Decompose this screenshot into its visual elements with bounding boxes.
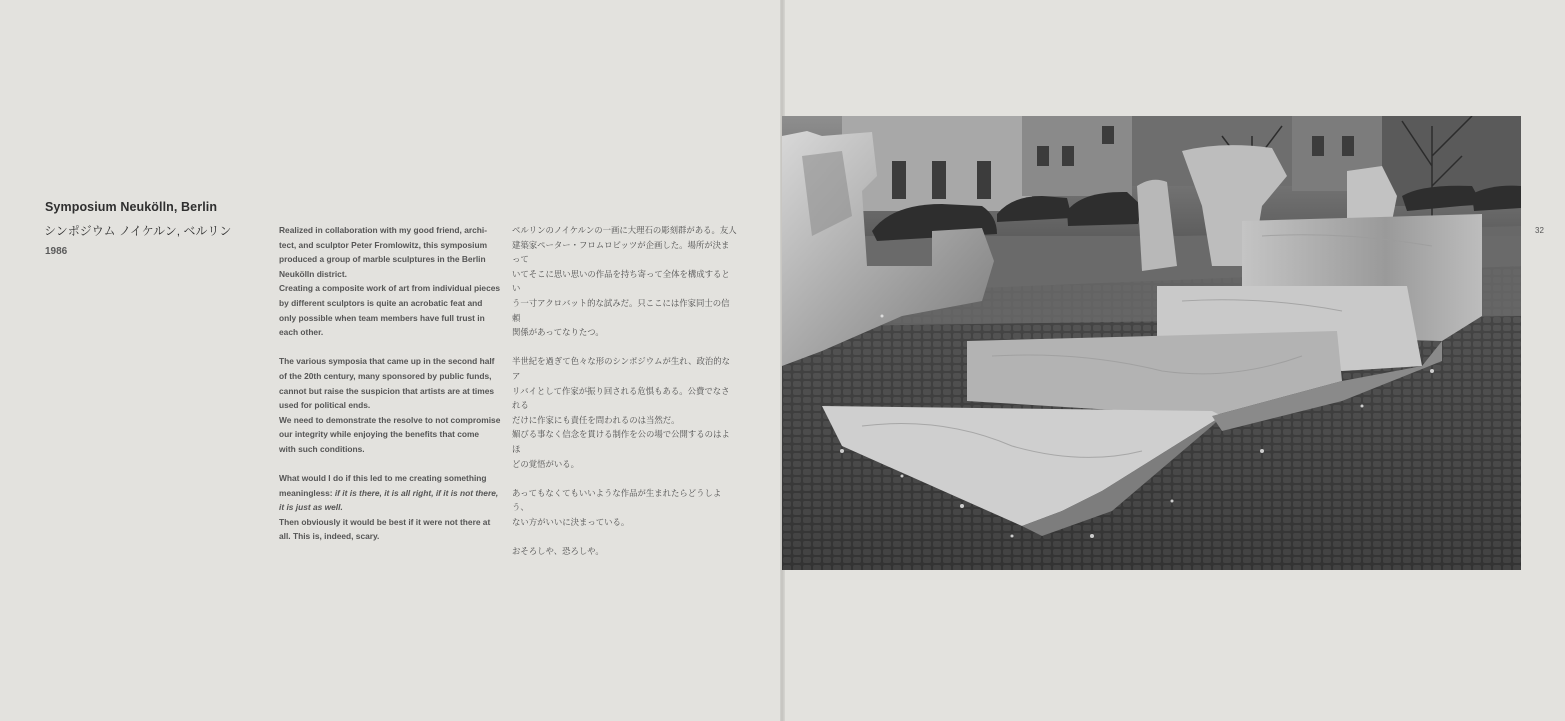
text-line: cannot but raise the suspicion that artists are at times: [279, 385, 495, 396]
title-english: Symposium Neukölln, Berlin: [45, 200, 218, 214]
text-line: いてそこに思い思いの作品を持ち寄って全体を構成するとい: [512, 268, 730, 294]
photo-illustration: [782, 116, 1521, 570]
text-line: our integrity while enjoying the benefits that come: [279, 429, 480, 440]
paragraph-gap: [512, 340, 737, 355]
text-line: だけに作家にも責任を問われるのは当然だ。: [512, 414, 680, 425]
text-line: of the 20th century, many sponsored by public funds,: [279, 370, 492, 381]
text-line: あってもなくてもいいような作品が生まれたらどうしよう、: [512, 487, 722, 513]
text-line: [279, 500, 501, 515]
page-number: 32: [1535, 226, 1544, 235]
text-line: produced a group of marble sculptures in the Berlin: [279, 254, 486, 265]
paragraph-gap: [512, 471, 737, 486]
text-line: おそろしや、恐ろしや。: [512, 546, 604, 557]
text-line: by different sculptors is quite an acrobatic feat and: [279, 297, 483, 308]
text-line: with such conditions.: [279, 443, 365, 454]
text-line: [279, 486, 501, 501]
japanese-text-column: [512, 223, 737, 559]
text-line: Neukölln district.: [279, 268, 347, 279]
text-line: どの覚悟がいる。: [512, 458, 579, 469]
text-line: The various symposia that came up in the second half: [279, 356, 495, 367]
text-line: ベルリンのノイケルンの一画に大理石の彫刻群がある。友人: [512, 225, 737, 235]
text-line: 半世紀を過ぎて色々な形のシンポジウムが生れ、政治的なア: [512, 356, 730, 381]
paragraph-gap: [512, 529, 737, 544]
text-line: Then obviously it would be best if it were not there at: [279, 516, 491, 527]
text-line: 媚びる事なく信念を貫ける制作を公の場で公開するのはよほ: [512, 429, 730, 454]
text-line: Creating a composite work of art from individual pieces: [279, 283, 501, 294]
text-line: Realized in collaboration with my good friend, archi-: [279, 225, 488, 235]
paragraph-gap: [279, 457, 501, 472]
text-line: What would I do if this led to me creating something: [279, 473, 487, 484]
text-line: tect, and sculptor Peter Fromlowitz, this symposium: [279, 239, 488, 250]
text-line: 関係があってなりたつ。: [512, 327, 604, 338]
text-line: We need to demonstrate the resolve to not compromise: [279, 414, 501, 425]
left-page: [0, 0, 782, 721]
text-line: each other.: [279, 327, 324, 338]
text-line: only possible when team members have full trust in: [279, 312, 485, 323]
text-line: all. This is, indeed, scary.: [279, 531, 380, 542]
text-line: ない方がいいに決まっている。: [512, 516, 630, 527]
english-text-column: [279, 223, 501, 544]
text-line: 建築家ペーター・フロムロビッツが企画した。場所が決まって: [512, 239, 730, 265]
title-japanese: シンポジウム ノイケルン, ベルリン: [44, 224, 232, 238]
text-line: リバイとして作家が振り回される危惧もある。公費でなされる: [512, 385, 730, 411]
text-line: used for political ends.: [279, 400, 371, 411]
paragraph-gap: [279, 340, 501, 355]
sculpture-photo: [782, 116, 1521, 570]
text-line: う一寸アクロバット的な試みだ。只ここには作家同士の信頼: [512, 297, 730, 323]
text-span: meaningless:: [279, 487, 335, 498]
italic-text: it is just as well.: [279, 502, 343, 513]
italic-text: if it is there, it is all right, if it is not there,: [334, 487, 499, 498]
year: 1986: [45, 246, 68, 257]
